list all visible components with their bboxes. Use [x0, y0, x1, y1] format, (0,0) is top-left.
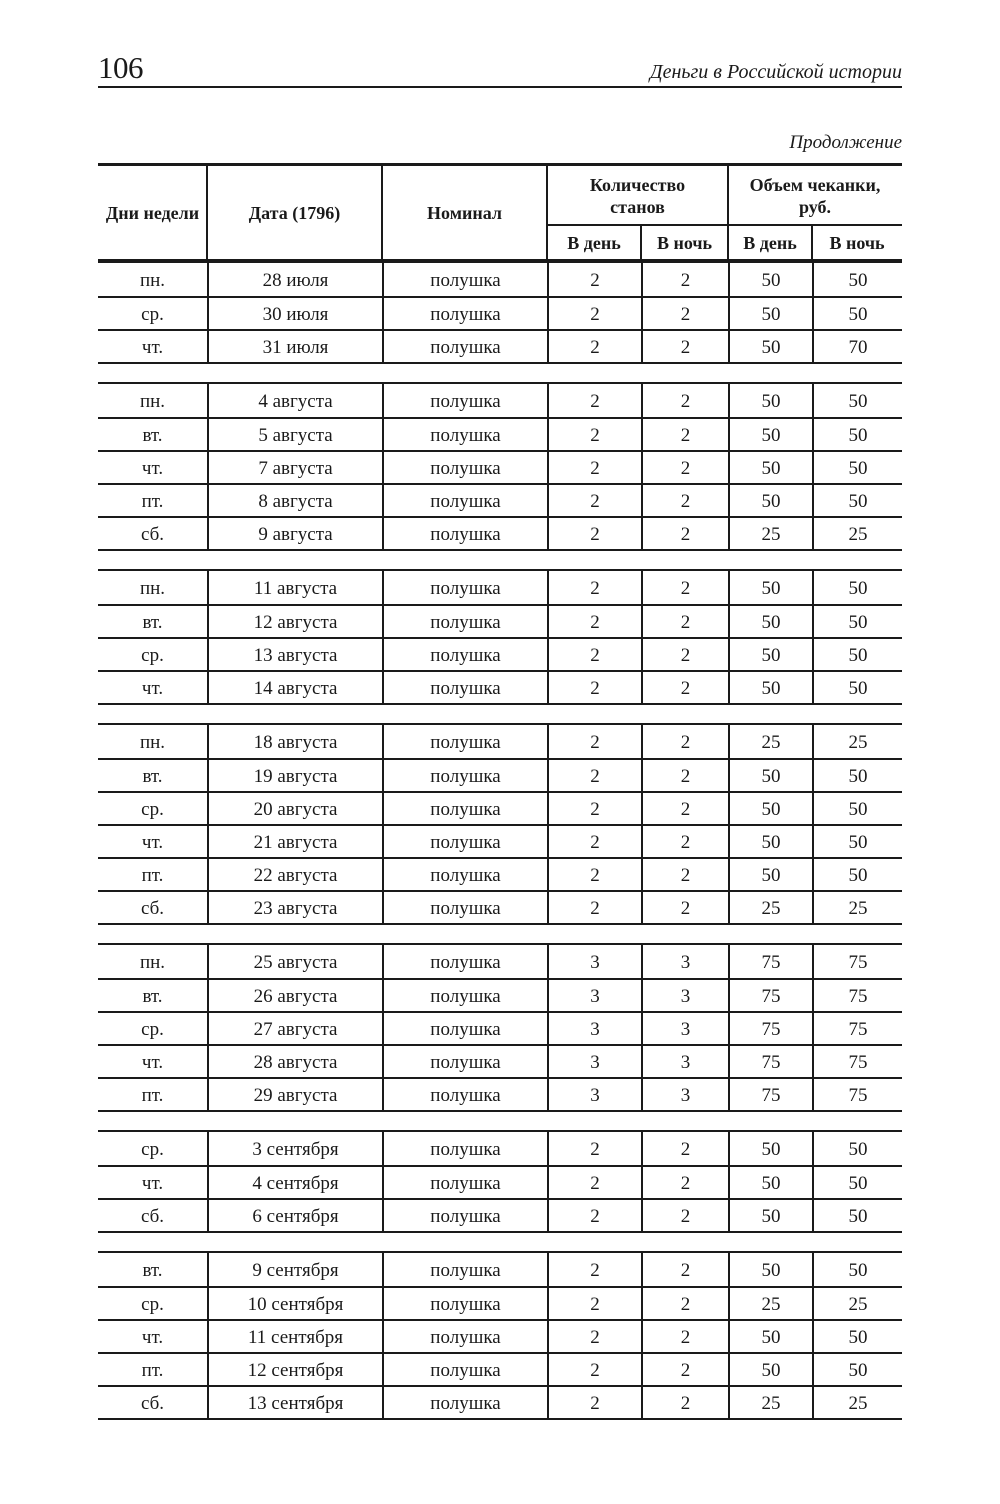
cell-date: 30 июля [207, 298, 382, 329]
table-row [98, 1253, 902, 1286]
cell-presses-night: 2 [641, 606, 728, 637]
cell-volume-day: 75 [728, 945, 812, 978]
cell-volume-day: 50 [728, 571, 812, 604]
running-title: Деньги в Российской истории [649, 61, 902, 83]
cell-date: 9 августа [207, 518, 382, 549]
row-group [98, 943, 902, 1112]
cell-denomination: полушка [382, 1167, 547, 1198]
header-volume-night: В ночь [829, 232, 885, 253]
cell-volume-day: 25 [728, 1387, 812, 1418]
cell-presses-day: 2 [547, 452, 641, 483]
cell-volume-day: 50 [728, 331, 812, 362]
cell-volume-day: 75 [728, 1079, 812, 1110]
cell-volume-day: 25 [728, 518, 812, 549]
cell-volume-night: 50 [812, 263, 902, 296]
minting-table [98, 163, 902, 1420]
cell-volume-day: 75 [728, 1013, 812, 1044]
table-row [98, 824, 902, 857]
cell-volume-day: 50 [728, 606, 812, 637]
cell-denomination: полушка [382, 826, 547, 857]
cell-day: ср. [141, 644, 164, 666]
table-row [98, 1352, 902, 1385]
cell-denomination: полушка [382, 892, 547, 923]
cell-day: ср. [141, 1138, 164, 1160]
cell-day: чт. [141, 1172, 164, 1194]
cell-denomination: полушка [382, 1321, 547, 1352]
cell-date: 20 августа [207, 793, 382, 824]
cell-volume-night: 50 [812, 1354, 902, 1385]
cell-denomination: полушка [382, 1387, 547, 1418]
cell-date: 19 августа [207, 760, 382, 791]
table-row [98, 945, 902, 978]
cell-volume-night: 50 [812, 1253, 902, 1286]
header-presses-night: В ночь [656, 232, 713, 253]
cell-volume-night: 50 [812, 452, 902, 483]
table-row [98, 890, 902, 923]
cell-volume-day: 50 [728, 1321, 812, 1352]
row-group [98, 382, 902, 551]
cell-presses-day: 2 [547, 639, 641, 670]
cell-denomination: полушка [382, 1132, 547, 1165]
cell-volume-night: 50 [812, 1200, 902, 1231]
table-row [98, 1044, 902, 1077]
cell-volume-night: 50 [812, 672, 902, 703]
cell-date: 11 сентября [207, 1321, 382, 1352]
cell-presses-day: 2 [547, 1387, 641, 1418]
table-row [98, 758, 902, 791]
header-rule [98, 86, 902, 88]
cell-presses-night: 3 [641, 945, 728, 978]
cell-day: пт. [141, 864, 164, 886]
cell-date: 3 сентября [207, 1132, 382, 1165]
cell-day: пн. [139, 390, 166, 412]
cell-day: пн. [139, 269, 166, 291]
cell-date: 21 августа [207, 826, 382, 857]
cell-presses-night: 2 [641, 793, 728, 824]
cell-presses-night: 2 [641, 1167, 728, 1198]
cell-denomination: полушка [382, 384, 547, 417]
cell-denomination: полушка [382, 793, 547, 824]
cell-day: чт. [141, 336, 164, 358]
cell-date: 13 августа [207, 639, 382, 670]
cell-date: 7 августа [207, 452, 382, 483]
cell-presses-night: 2 [641, 859, 728, 890]
cell-date: 10 сентября [207, 1288, 382, 1319]
cell-presses-day: 3 [547, 1046, 641, 1077]
cell-day: пн. [139, 731, 166, 753]
cell-presses-night: 2 [641, 672, 728, 703]
cell-presses-night: 2 [641, 1354, 728, 1385]
cell-day: ср. [141, 798, 164, 820]
cell-day: вт. [142, 765, 163, 787]
table-row [98, 637, 902, 670]
cell-presses-night: 2 [641, 725, 728, 758]
cell-presses-day: 2 [547, 760, 641, 791]
cell-volume-night: 25 [812, 892, 902, 923]
cell-presses-night: 2 [641, 1288, 728, 1319]
cell-presses-day: 2 [547, 331, 641, 362]
cell-volume-night: 75 [812, 1079, 902, 1110]
table-row [98, 296, 902, 329]
cell-volume-night: 50 [812, 485, 902, 516]
cell-day: сб. [140, 1392, 165, 1414]
header-presses-group: Количество станов [589, 175, 686, 217]
cell-denomination: полушка [382, 263, 547, 296]
cell-presses-day: 2 [547, 1132, 641, 1165]
cell-denomination: полушка [382, 485, 547, 516]
cell-volume-day: 75 [728, 980, 812, 1011]
cell-presses-night: 2 [641, 826, 728, 857]
cell-presses-day: 2 [547, 1321, 641, 1352]
cell-volume-day: 50 [728, 1132, 812, 1165]
cell-volume-day: 50 [728, 1253, 812, 1286]
cell-presses-night: 2 [641, 760, 728, 791]
cell-volume-night: 50 [812, 1321, 902, 1352]
cell-presses-day: 2 [547, 419, 641, 450]
cell-day: вт. [142, 1259, 163, 1281]
cell-denomination: полушка [382, 859, 547, 890]
cell-denomination: полушка [382, 419, 547, 450]
cell-date: 14 августа [207, 672, 382, 703]
cell-day: чт. [141, 457, 164, 479]
page-number: 106 [98, 50, 143, 85]
cell-volume-day: 50 [728, 1354, 812, 1385]
cell-presses-night: 2 [641, 331, 728, 362]
cell-day: ср. [141, 1018, 164, 1040]
header-denomination: Номинал [427, 202, 502, 223]
cell-date: 22 августа [207, 859, 382, 890]
cell-presses-day: 2 [547, 1253, 641, 1286]
cell-date: 6 сентября [207, 1200, 382, 1231]
table-row [98, 384, 902, 417]
table-row [98, 571, 902, 604]
cell-volume-night: 50 [812, 571, 902, 604]
cell-volume-day: 50 [728, 760, 812, 791]
cell-day: вт. [142, 611, 163, 633]
cell-presses-night: 2 [641, 263, 728, 296]
cell-volume-day: 50 [728, 452, 812, 483]
cell-denomination: полушка [382, 945, 547, 978]
cell-day: чт. [141, 1326, 164, 1348]
cell-volume-night: 25 [812, 1288, 902, 1319]
cell-date: 31 июля [207, 331, 382, 362]
cell-day: вт. [142, 424, 163, 446]
cell-volume-night: 50 [812, 606, 902, 637]
table-row [98, 329, 902, 362]
cell-presses-night: 3 [641, 1046, 728, 1077]
cell-volume-day: 50 [728, 639, 812, 670]
row-group [98, 263, 902, 364]
cell-volume-night: 50 [812, 859, 902, 890]
cell-presses-day: 2 [547, 725, 641, 758]
table-row [98, 483, 902, 516]
cell-presses-night: 2 [641, 1132, 728, 1165]
table-header [98, 163, 902, 263]
cell-volume-night: 25 [812, 1387, 902, 1418]
cell-day: пт. [141, 1084, 164, 1106]
header-volume-group: Объем чеканки, руб. [749, 175, 881, 217]
cell-volume-day: 50 [728, 419, 812, 450]
cell-day: вт. [142, 985, 163, 1007]
cell-volume-day: 50 [728, 1167, 812, 1198]
cell-day: чт. [141, 1051, 164, 1073]
cell-day: ср. [141, 1293, 164, 1315]
cell-date: 29 августа [207, 1079, 382, 1110]
cell-day: чт. [141, 677, 164, 699]
cell-presses-day: 2 [547, 263, 641, 296]
cell-denomination: полушка [382, 1079, 547, 1110]
cell-presses-night: 2 [641, 639, 728, 670]
cell-presses-day: 2 [547, 485, 641, 516]
cell-volume-night: 50 [812, 639, 902, 670]
cell-presses-day: 2 [547, 1200, 641, 1231]
cell-day: пт. [141, 490, 164, 512]
cell-presses-night: 2 [641, 892, 728, 923]
continuation-label: Продолжение [789, 132, 902, 153]
cell-volume-day: 75 [728, 1046, 812, 1077]
cell-volume-day: 50 [728, 1200, 812, 1231]
cell-volume-day: 50 [728, 263, 812, 296]
cell-volume-night: 50 [812, 384, 902, 417]
table-row [98, 1132, 902, 1165]
cell-presses-day: 3 [547, 945, 641, 978]
cell-volume-day: 50 [728, 826, 812, 857]
cell-volume-day: 25 [728, 725, 812, 758]
cell-presses-day: 3 [547, 1013, 641, 1044]
cell-denomination: полушка [382, 725, 547, 758]
table-row [98, 670, 902, 703]
cell-presses-night: 2 [641, 419, 728, 450]
cell-presses-night: 2 [641, 1387, 728, 1418]
cell-presses-day: 2 [547, 793, 641, 824]
cell-denomination: полушка [382, 1354, 547, 1385]
cell-date: 12 августа [207, 606, 382, 637]
cell-presses-night: 3 [641, 1079, 728, 1110]
cell-presses-day: 2 [547, 892, 641, 923]
cell-volume-night: 75 [812, 945, 902, 978]
cell-date: 27 августа [207, 1013, 382, 1044]
table-row [98, 1319, 902, 1352]
cell-date: 4 сентября [207, 1167, 382, 1198]
cell-denomination: полушка [382, 1013, 547, 1044]
cell-volume-night: 50 [812, 1167, 902, 1198]
cell-presses-day: 2 [547, 826, 641, 857]
cell-denomination: полушка [382, 298, 547, 329]
row-group [98, 723, 902, 925]
cell-day: ср. [141, 303, 164, 325]
table-row [98, 1286, 902, 1319]
table-row [98, 450, 902, 483]
cell-date: 23 августа [207, 892, 382, 923]
cell-denomination: полушка [382, 760, 547, 791]
cell-denomination: полушка [382, 518, 547, 549]
cell-presses-night: 2 [641, 452, 728, 483]
cell-volume-day: 50 [728, 298, 812, 329]
cell-denomination: полушка [382, 571, 547, 604]
table-row [98, 1077, 902, 1110]
cell-presses-day: 2 [547, 298, 641, 329]
table-row [98, 516, 902, 549]
cell-volume-night: 75 [812, 1046, 902, 1077]
cell-volume-day: 50 [728, 485, 812, 516]
cell-day: пт. [141, 1359, 164, 1381]
row-group [98, 1130, 902, 1233]
header-day: Дни недели [105, 202, 200, 223]
cell-presses-night: 2 [641, 485, 728, 516]
cell-presses-night: 2 [641, 518, 728, 549]
table-row [98, 1011, 902, 1044]
cell-denomination: полушка [382, 980, 547, 1011]
table-row [98, 857, 902, 890]
cell-denomination: полушка [382, 1200, 547, 1231]
cell-date: 18 августа [207, 725, 382, 758]
header-date: Дата (1796) [248, 202, 341, 223]
cell-denomination: полушка [382, 331, 547, 362]
cell-date: 13 сентября [207, 1387, 382, 1418]
cell-volume-night: 50 [812, 298, 902, 329]
cell-presses-day: 2 [547, 1167, 641, 1198]
table-row [98, 604, 902, 637]
cell-presses-night: 3 [641, 980, 728, 1011]
cell-presses-day: 3 [547, 1079, 641, 1110]
cell-presses-night: 2 [641, 1253, 728, 1286]
cell-volume-night: 25 [812, 518, 902, 549]
cell-day: чт. [141, 831, 164, 853]
cell-date: 9 сентября [207, 1253, 382, 1286]
cell-presses-day: 2 [547, 672, 641, 703]
cell-presses-day: 2 [547, 1288, 641, 1319]
cell-date: 28 августа [207, 1046, 382, 1077]
cell-volume-night: 50 [812, 760, 902, 791]
cell-presses-day: 2 [547, 1354, 641, 1385]
cell-date: 12 сентября [207, 1354, 382, 1385]
cell-presses-night: 2 [641, 298, 728, 329]
cell-presses-night: 3 [641, 1013, 728, 1044]
table-row [98, 725, 902, 758]
row-group [98, 569, 902, 705]
cell-date: 5 августа [207, 419, 382, 450]
cell-volume-night: 70 [812, 331, 902, 362]
cell-presses-night: 2 [641, 571, 728, 604]
table-row [98, 417, 902, 450]
cell-presses-night: 2 [641, 1321, 728, 1352]
cell-day: сб. [140, 523, 165, 545]
cell-volume-night: 75 [812, 980, 902, 1011]
cell-volume-night: 50 [812, 793, 902, 824]
cell-volume-night: 75 [812, 1013, 902, 1044]
cell-date: 8 августа [207, 485, 382, 516]
cell-day: сб. [140, 897, 165, 919]
header-volume-day: В день [743, 232, 797, 253]
cell-day: пн. [139, 577, 166, 599]
cell-presses-day: 2 [547, 859, 641, 890]
table-row [98, 1385, 902, 1418]
cell-denomination: полушка [382, 1253, 547, 1286]
cell-volume-day: 50 [728, 384, 812, 417]
cell-presses-night: 2 [641, 1200, 728, 1231]
cell-denomination: полушка [382, 1288, 547, 1319]
cell-denomination: полушка [382, 1046, 547, 1077]
cell-volume-day: 50 [728, 859, 812, 890]
cell-denomination: полушка [382, 672, 547, 703]
table-row [98, 1165, 902, 1198]
cell-presses-day: 2 [547, 518, 641, 549]
cell-volume-day: 50 [728, 672, 812, 703]
cell-presses-day: 2 [547, 384, 641, 417]
table-body [98, 263, 902, 1420]
row-group [98, 1251, 902, 1420]
cell-denomination: полушка [382, 606, 547, 637]
cell-day: сб. [140, 1205, 165, 1227]
cell-presses-day: 3 [547, 980, 641, 1011]
table-row [98, 1198, 902, 1231]
cell-volume-night: 50 [812, 419, 902, 450]
cell-date: 4 августа [207, 384, 382, 417]
cell-denomination: полушка [382, 452, 547, 483]
cell-presses-night: 2 [641, 384, 728, 417]
cell-date: 25 августа [207, 945, 382, 978]
cell-volume-day: 25 [728, 1288, 812, 1319]
cell-day: пн. [139, 951, 166, 973]
cell-presses-day: 2 [547, 571, 641, 604]
cell-date: 26 августа [207, 980, 382, 1011]
cell-presses-day: 2 [547, 606, 641, 637]
table-row [98, 263, 902, 296]
header-presses-day: В день [567, 232, 621, 253]
cell-denomination: полушка [382, 639, 547, 670]
cell-date: 11 августа [207, 571, 382, 604]
table-row [98, 791, 902, 824]
table-row [98, 978, 902, 1011]
cell-volume-night: 50 [812, 1132, 902, 1165]
cell-date: 28 июля [207, 263, 382, 296]
cell-volume-day: 50 [728, 793, 812, 824]
cell-volume-night: 25 [812, 725, 902, 758]
cell-volume-night: 50 [812, 826, 902, 857]
cell-volume-day: 25 [728, 892, 812, 923]
